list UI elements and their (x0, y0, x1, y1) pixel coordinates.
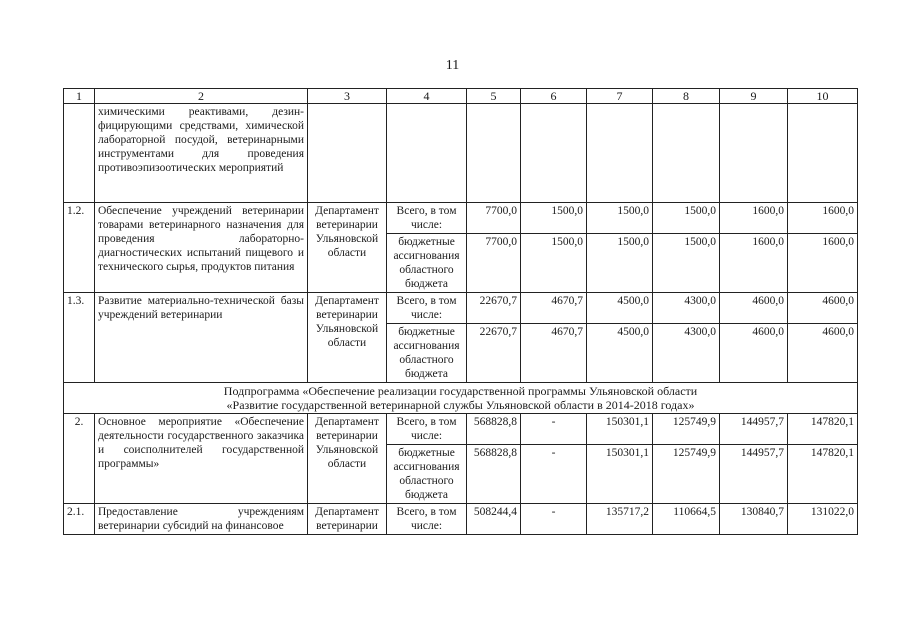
continuation-row (64, 104, 858, 203)
header-row (64, 89, 858, 104)
header-cell: 8 (653, 89, 720, 104)
value-cell: 1500,0 (587, 203, 653, 234)
executor-cell: Департамент ветеринарии Ульяновской области (308, 203, 387, 293)
value-cell: 7700,0 (467, 234, 521, 293)
value-cell: 568828,8 (467, 445, 521, 504)
description-cell: Основное мероприятие «Обеспечение деятельности государственного заказчика и соисполнителей государственной программы» (95, 414, 308, 504)
value-cell: 150301,1 (587, 414, 653, 445)
value-cell: 4600,0 (720, 293, 788, 324)
value-cell: 1600,0 (720, 234, 788, 293)
header-cell: 3 (308, 89, 387, 104)
budget-table (63, 88, 858, 535)
subprogram-line-2: «Развитие государственной ветеринарной службы Ульяновской области в 2014-2018 годах» (226, 398, 695, 412)
value-cell: 4300,0 (653, 324, 720, 383)
row-number: 1.3. (64, 293, 95, 383)
table-row (64, 293, 858, 324)
subprogram-row (64, 383, 858, 414)
source-total-label: Всего, в том числе: (387, 414, 467, 445)
value-cell: 1500,0 (521, 234, 587, 293)
value-cell: 1600,0 (788, 203, 858, 234)
table-row (64, 203, 858, 234)
source-budget-label: бюджетные ассигнования областного бюджета (387, 445, 467, 504)
value-cell: 147820,1 (788, 445, 858, 504)
value-cell: 125749,9 (653, 445, 720, 504)
value-cell: 4670,7 (521, 324, 587, 383)
value-cell: 4600,0 (720, 324, 788, 383)
description-cell: Предоставление учреждениям ветеринарии субсидий на финансовое (95, 504, 308, 535)
empty-cell (720, 104, 788, 203)
value-cell: 4670,7 (521, 293, 587, 324)
value-cell: 125749,9 (653, 414, 720, 445)
value-cell: 144957,7 (720, 445, 788, 504)
value-cell: 4600,0 (788, 293, 858, 324)
value-cell: - (521, 414, 587, 445)
row-number: 1.2. (64, 203, 95, 293)
value-cell: 4600,0 (788, 324, 858, 383)
value-cell: 147820,1 (788, 414, 858, 445)
value-cell: - (521, 504, 587, 535)
value-cell: 4500,0 (587, 293, 653, 324)
value-cell: 22670,7 (467, 324, 521, 383)
value-cell: 4500,0 (587, 324, 653, 383)
value-cell: 131022,0 (788, 504, 858, 535)
header-cell: 1 (64, 89, 95, 104)
row-number: 2. (64, 414, 95, 504)
value-cell: 1500,0 (587, 234, 653, 293)
value-cell: 1500,0 (653, 203, 720, 234)
table-row (64, 504, 858, 535)
description-cell: химическими реактивами, дезин-фицирующими средствами, химической лабораторной посудой, ветеринарными инструментами для проведения противоэпизоотических мероприятий (95, 104, 308, 203)
num-cell (64, 104, 95, 203)
source-budget-label: бюджетные ассигнования областного бюджета (387, 324, 467, 383)
header-cell: 7 (587, 89, 653, 104)
value-cell: - (521, 445, 587, 504)
value-cell: 7700,0 (467, 203, 521, 234)
empty-cell (308, 104, 387, 203)
source-budget-label: бюджетные ассигнования областного бюджета (387, 234, 467, 293)
value-cell: 568828,8 (467, 414, 521, 445)
value-cell: 1500,0 (521, 203, 587, 234)
header-cell: 9 (720, 89, 788, 104)
empty-cell (788, 104, 858, 203)
executor-cell: Департамент ветеринарии Ульяновской области (308, 293, 387, 383)
empty-cell (521, 104, 587, 203)
header-cell: 5 (467, 89, 521, 104)
subprogram-title (64, 383, 858, 414)
empty-cell (587, 104, 653, 203)
description-cell: Обеспечение учреждений ветеринарии товарами ветеринарного назначения для проведения лабораторно-диагностических испытаний пищевого и технического сырья, продуктов питания (95, 203, 308, 293)
value-cell: 135717,2 (587, 504, 653, 535)
table-row (64, 414, 858, 445)
subprogram-line-1: Подпрограмма «Обеспечение реализации государственной программы Ульяновской области (223, 384, 698, 398)
value-cell: 4300,0 (653, 293, 720, 324)
value-cell: 1600,0 (720, 203, 788, 234)
header-cell: 10 (788, 89, 858, 104)
value-cell: 22670,7 (467, 293, 521, 324)
header-cell: 6 (521, 89, 587, 104)
empty-cell (653, 104, 720, 203)
source-total-label: Всего, в том числе: (387, 293, 467, 324)
value-cell: 110664,5 (653, 504, 720, 535)
value-cell: 1600,0 (788, 234, 858, 293)
row-number: 2.1. (64, 504, 95, 535)
value-cell: 1500,0 (653, 234, 720, 293)
executor-cell: Департамент ветеринарии Ульяновской области (308, 414, 387, 504)
source-total-label: Всего, в том числе: (387, 203, 467, 234)
empty-cell (467, 104, 521, 203)
value-cell: 144957,7 (720, 414, 788, 445)
value-cell: 130840,7 (720, 504, 788, 535)
empty-cell (387, 104, 467, 203)
page-number: 11 (445, 58, 460, 73)
value-cell: 150301,1 (587, 445, 653, 504)
header-cell: 2 (95, 89, 308, 104)
header-cell: 4 (387, 89, 467, 104)
description-cell: Развитие материально-технической базы учреждений ветеринарии (95, 293, 308, 383)
value-cell: 508244,4 (467, 504, 521, 535)
executor-cell: Департамент ветеринарии (308, 504, 387, 535)
source-total-label: Всего, в том числе: (387, 504, 467, 535)
